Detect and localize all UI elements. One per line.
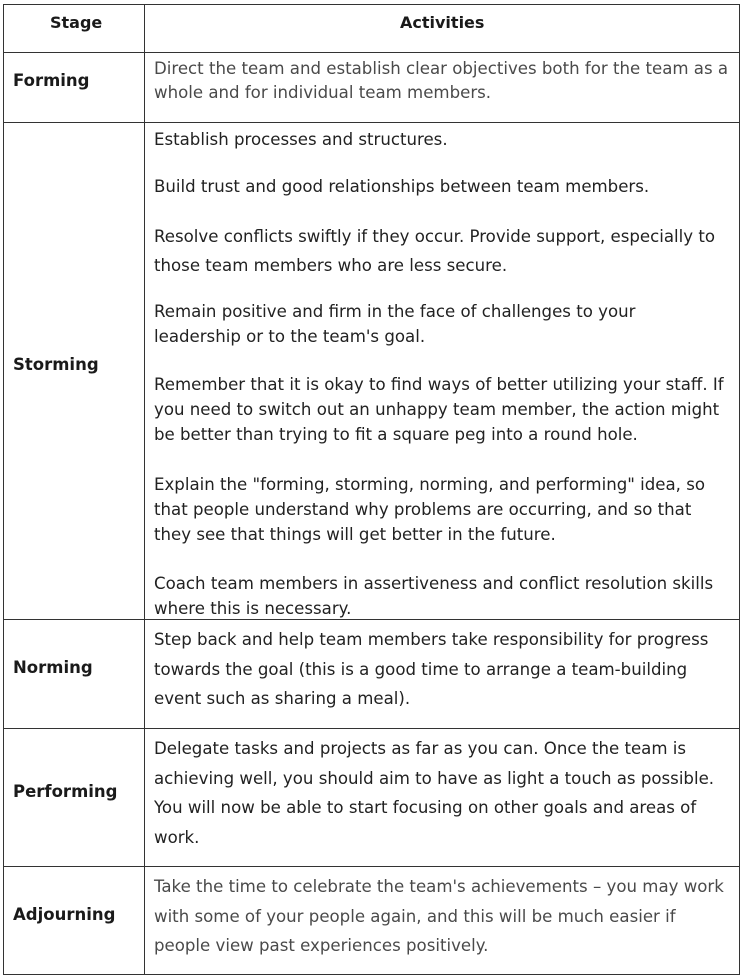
activity-text: Build trust and good relationships between team members.	[154, 177, 650, 196]
row-divider	[4, 866, 739, 867]
stage-storming: Storming	[13, 355, 99, 374]
stages-table	[3, 4, 740, 975]
activity-text: Remain positive and firm in the face of challenges to your leadership or to the team's goal.	[154, 302, 636, 346]
row-divider	[4, 728, 739, 729]
row-divider	[4, 52, 739, 53]
row-divider	[4, 122, 739, 123]
stage-performing: Performing	[13, 782, 118, 801]
stage-forming: Forming	[13, 71, 90, 90]
activity-text: Resolve conflicts swiftly if they occur. Provide support, especially to those team members who are less secure.	[154, 227, 716, 275]
header-stage: Stage	[50, 13, 103, 32]
column-divider	[144, 5, 145, 974]
activity-text: Direct the team and establish clear objectives both for the team as a whole and for individual team members.	[154, 59, 729, 102]
activity-text: Take the time to celebrate the team's achievements – you may work with some of your people again, and this will be much easier if people view past experiences positively.	[154, 877, 724, 955]
activity-text: Step back and help team members take responsibility for progress towards the goal (this is a good time to arrange a team-building event such as sharing a meal).	[154, 630, 709, 708]
header-activities: Activities	[400, 13, 485, 32]
activity-text: Explain the "forming, storming, norming, and performing" idea, so that people understand why problems are occurring, and so that they see that things will get better in the future.	[154, 475, 706, 544]
stage-adjourning: Adjourning	[13, 905, 116, 924]
activity-text: Remember that it is okay to find ways of better utilizing your staff. If you need to switch out an unhappy team member, the action might be better than trying to fit a square peg into a round hole.	[154, 375, 724, 444]
stage-norming: Norming	[13, 658, 93, 677]
activity-text: Coach team members in assertiveness and conflict resolution skills where this is necessary.	[154, 574, 714, 618]
activity-text: Delegate tasks and projects as far as you can. Once the team is achieving well, you should aim to have as light a touch as possible. You will now be able to start focusing on other goals and areas of work.	[154, 739, 715, 847]
activity-text: Establish processes and structures.	[154, 130, 448, 149]
